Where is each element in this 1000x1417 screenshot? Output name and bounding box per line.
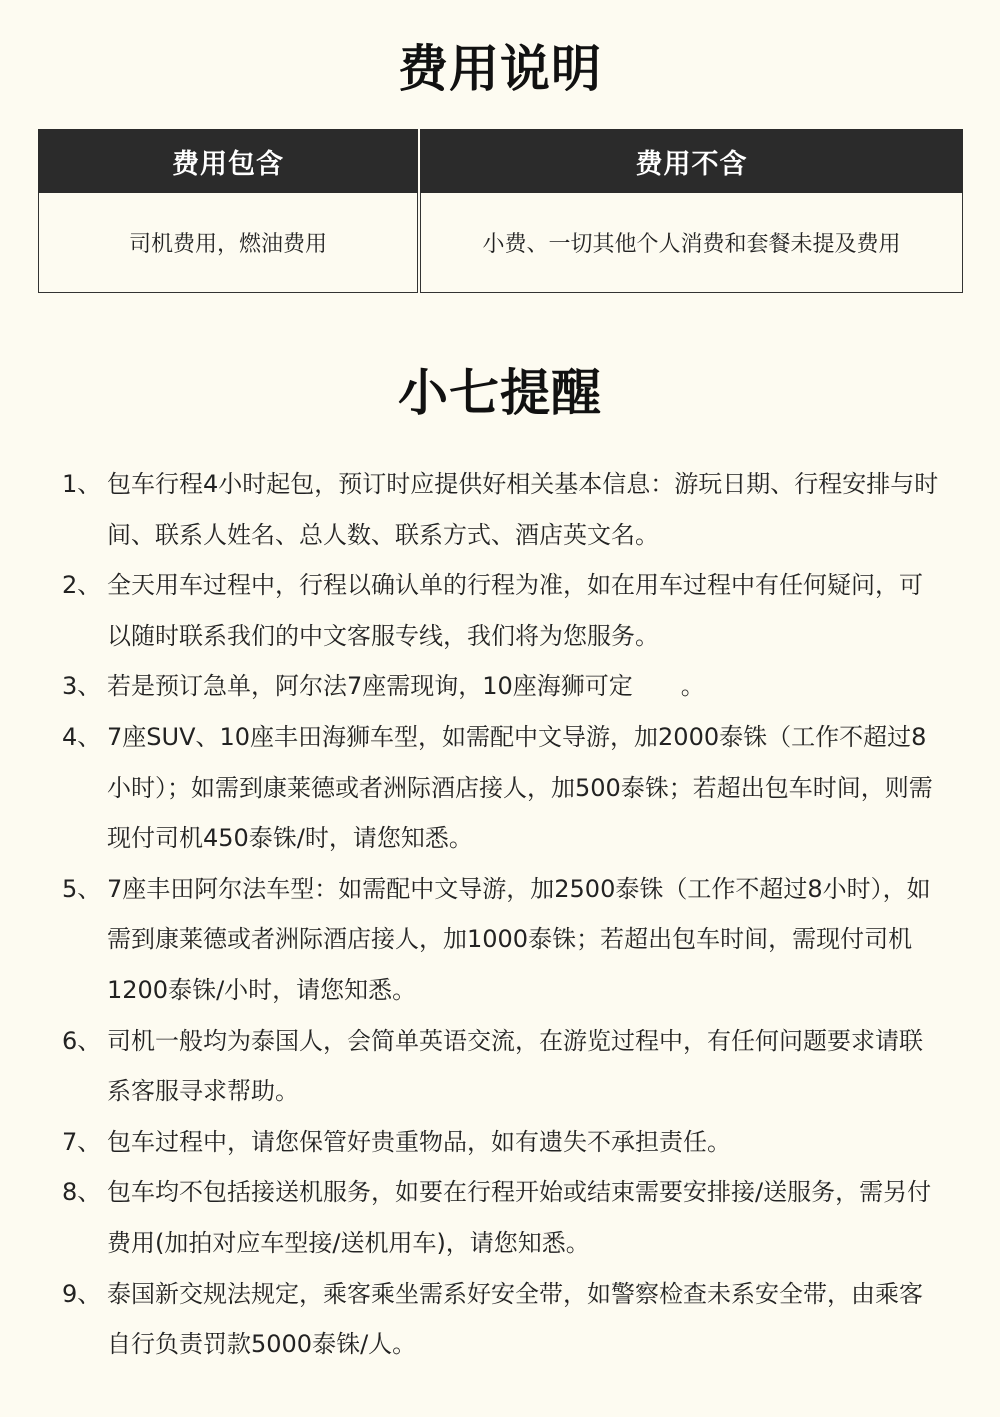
tip-item-3 xyxy=(62,661,942,712)
tips-title: 小七提醒 xyxy=(398,364,602,422)
tip-item-1 xyxy=(62,459,942,560)
tip-number: 8、 xyxy=(62,1178,102,1207)
tip-number: 7、 xyxy=(62,1127,102,1156)
tip-text: 包车行程4小时起包，预订时应提供好相关基本信息：游玩日期、行程安排与时间、联系人姓名、总人数、联系方式、酒店英文名。 xyxy=(107,470,939,549)
tip-item-4 xyxy=(62,712,942,864)
tip-text: 司机一般均为泰国人，会简单英语交流，在游览过程中，有任何问题要求请联系客服寻求帮助。 xyxy=(107,1026,923,1106)
tip-text: 全天用车过程中，行程以确认单的行程为准，如在用车过程中有任何疑问，可以随时联系我们的中文客服专线，我们将为您服务。 xyxy=(107,571,923,650)
tip-text: 包车过程中，请您保管好贵重物品，如有遗失不承担责任。 xyxy=(107,1127,731,1156)
tip-item-5 xyxy=(62,864,942,1016)
tip-item-7 xyxy=(62,1117,942,1168)
tip-number: 5、 xyxy=(62,874,102,903)
tip-number: 9、 xyxy=(62,1279,102,1308)
tip-text: 泰国新交规法规定，乘客乘坐需系好安全带，如警察检查未系安全带，由乘客自行负责罚款5000泰铢/人。 xyxy=(107,1279,923,1359)
fee-included-header: 费用包含 xyxy=(38,129,418,193)
tip-text: 包车均不包括接送机服务，如要在行程开始或结束需要安排接/送服务，需另付费用(加拍对应车型接/送机用车)，请您知悉。 xyxy=(107,1178,932,1257)
tip-number: 6、 xyxy=(62,1026,102,1055)
tip-text: 7座丰田阿尔法车型：如需配中文导游，加2500泰铢（工作不超过8小时），如需到康莱德或者洲际酒店接人，加1000泰铢；若超出包车时间，需现付司机1200泰铢/小时，请您知悉。 xyxy=(107,874,931,1004)
fees-title: 费用说明 xyxy=(398,40,602,98)
fee-included-cell: 司机费用，燃油费用 xyxy=(38,193,418,293)
tip-number: 3、 xyxy=(62,672,102,701)
tips-list xyxy=(62,459,942,1370)
tip-item-2 xyxy=(62,560,942,661)
tip-item-9 xyxy=(62,1269,942,1370)
tip-item-8 xyxy=(62,1167,942,1268)
fee-included-column xyxy=(38,129,418,293)
fee-table xyxy=(38,129,963,293)
tip-text: 7座SUV、10座丰田海狮车型，如需配中文导游，加2000泰铢（工作不超过8小时）；如需到康莱德或者洲际酒店接人，加500泰铢；若超出包车时间，则需现付司机450泰铢/时，请您知悉。 xyxy=(107,722,933,853)
fee-excluded-column xyxy=(420,129,963,293)
tip-text: 若是预订急单，阿尔法7座需现询，10座海狮可定 。 xyxy=(107,672,705,701)
tip-number: 2、 xyxy=(62,571,102,600)
fee-excluded-cell: 小费、一切其他个人消费和套餐未提及费用 xyxy=(420,193,963,293)
tip-item-6 xyxy=(62,1016,942,1117)
fee-excluded-header: 费用不含 xyxy=(420,129,963,193)
tip-number: 4、 xyxy=(62,722,102,751)
tip-number: 1、 xyxy=(62,470,102,498)
